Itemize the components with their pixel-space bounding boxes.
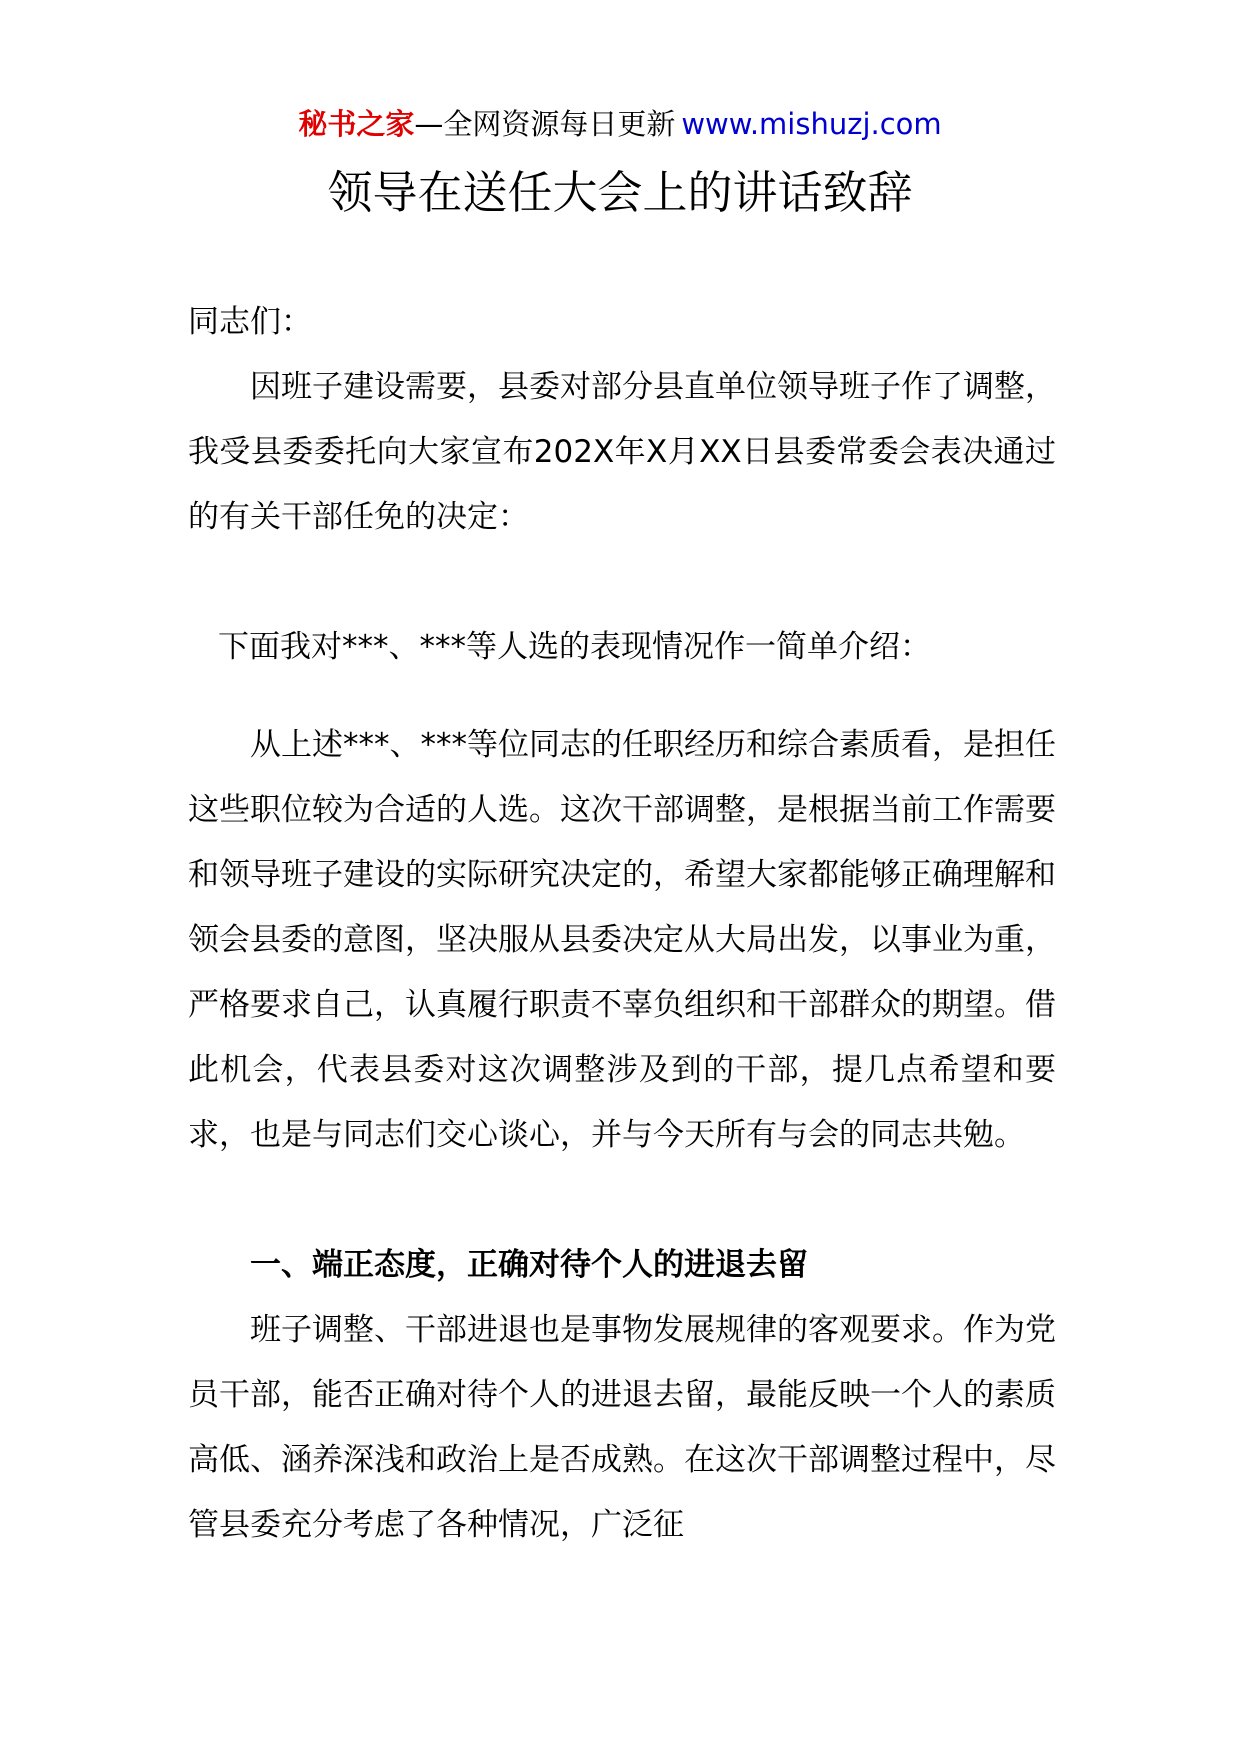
site-url-link[interactable]: www.mishuzj.com <box>681 107 942 141</box>
greeting: 同志们： <box>188 304 312 340</box>
paragraph: 下面我对***、***等人选的表现情况作一简单介绍： <box>218 629 931 665</box>
paragraph: 从上述***、***等位同志的任职经历和综合素质看，是担任这些职位较为合适的人选。这次干部调整，是根据当前工作需要和领导班子建设的实际研究决定的，希望大家都能够正确理解和领会县委的意图，坚决服从县委决定从大局出发，以事业为重，严格要求自己，认真履行职责不辜负组织和干部群众的期望。借此机会，代表县委对这次调整涉及到的干部，提几点希望和要求，也是与同志们交心谈心，并与今天所有与会的同志共勉。 <box>188 727 1056 1153</box>
site-header <box>0 102 1240 146</box>
section-heading: 一、端正态度，正确对待个人的进退去留 <box>250 1247 808 1283</box>
site-slogan: —全网资源每日更新 <box>414 107 676 141</box>
paragraph: 因班子建设需要，县委对部分县直单位领导班子作了调整，我受县委委托向大家宣布202X年X月XX日县委常委会表决通过的有关干部任免的决定： <box>188 369 1056 535</box>
brand-name: 秘书之家 <box>298 107 415 141</box>
paragraph: 班子调整、干部进退也是事物发展规律的客观要求。作为党员干部，能否正确对待个人的进退去留，最能反映一个人的素质高低、涵养深浅和政治上是否成熟。在这次干部调整过程中，尽管县委充分考虑了各种情况，广泛征 <box>188 1312 1056 1543</box>
document-title: 领导在送任大会上的讲话致辞 <box>327 166 913 219</box>
